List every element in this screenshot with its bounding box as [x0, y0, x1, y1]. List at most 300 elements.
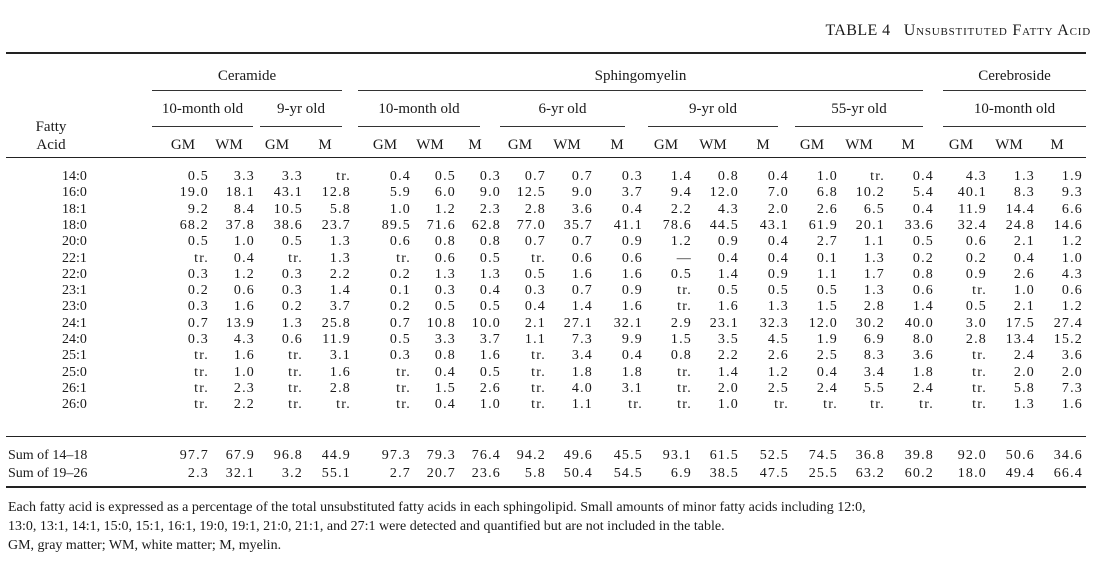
table-cell: 7.3 — [1061, 380, 1083, 396]
table-cell: 1.0 — [233, 364, 255, 380]
table-row — [0, 168, 1111, 185]
table-cell: 1.2 — [670, 234, 692, 250]
table-cell: 0.8 — [434, 348, 456, 364]
table-row — [0, 331, 1111, 348]
table-cell: 0.8 — [912, 266, 934, 282]
table-cell: 0.6 — [965, 234, 987, 250]
table-cell: 1.1 — [524, 332, 546, 347]
table-cell: tr. — [194, 348, 209, 364]
table-cell: 0.6 — [233, 283, 255, 299]
table-cell: 13.9 — [225, 315, 255, 331]
table-cell: 6.5 — [863, 201, 885, 217]
table-cell: 2.6 — [1013, 266, 1035, 282]
table-cell: 0.1 — [816, 250, 838, 266]
table-cell: 2.0 — [717, 380, 739, 396]
table-cell: 10.2 — [855, 185, 885, 201]
table-cell: tr. — [531, 250, 546, 266]
table-cell: 0.4 — [717, 250, 739, 266]
table-cell: 40.1 — [957, 185, 987, 201]
table-cell: 0.5 — [479, 250, 501, 266]
table-cell: 2.2 — [329, 266, 351, 282]
table-cell: 97.7 — [179, 448, 209, 463]
table-cell: 0.6 — [434, 250, 456, 266]
table-cell: 2.7 — [816, 234, 838, 250]
table-row — [0, 298, 1111, 315]
table-cell: 2.0 — [1013, 364, 1035, 380]
table-cell: 3.1 — [621, 380, 643, 396]
table-cell: 3.4 — [863, 364, 885, 380]
table-cell: 1.3 — [767, 299, 789, 315]
fatty-acid-label: 22:0 — [62, 266, 87, 282]
table-cell: tr. — [396, 250, 411, 266]
table-cell: tr. — [336, 397, 351, 413]
table-cell: 62.8 — [471, 217, 501, 233]
table-cell: 38.5 — [709, 465, 739, 481]
table-cell: tr. — [288, 250, 303, 266]
table-cell: 1.9 — [816, 332, 838, 347]
group-header-cerebroside: Cerebroside — [978, 68, 1051, 84]
footnote-line-3: GM, gray matter; WM, white matter; M, myelin. — [8, 538, 282, 553]
table-cell: 0.8 — [717, 169, 739, 184]
table-cell: 1.2 — [434, 201, 456, 217]
table-cell: 24.8 — [1005, 217, 1035, 233]
fatty-acid-label: 24:1 — [62, 315, 87, 331]
table-cell: 1.3 — [329, 234, 351, 250]
table-cell: tr. — [288, 348, 303, 364]
table-cell: 1.8 — [571, 364, 593, 380]
table-cell: 0.9 — [621, 234, 643, 250]
table-cell: 2.1 — [524, 315, 546, 331]
table-cell: 76.4 — [471, 448, 501, 463]
fatty-acid-label: 20:0 — [62, 234, 87, 250]
group-underline — [152, 90, 342, 91]
column-header: WM — [416, 137, 444, 153]
table-cell: tr. — [288, 397, 303, 413]
table-cell: 0.6 — [1061, 283, 1083, 299]
table-cell: 0.4 — [1013, 250, 1035, 266]
table-cell: 68.2 — [179, 217, 209, 233]
table-cell: 0.5 — [816, 283, 838, 299]
table-cell: 50.4 — [563, 465, 593, 481]
table-cell: 7.0 — [767, 185, 789, 201]
table-cell: tr. — [677, 380, 692, 396]
table-cell: tr. — [288, 380, 303, 396]
table-cell: 1.6 — [329, 364, 351, 380]
bottom-rule — [6, 486, 1086, 488]
table-cell: 0.3 — [281, 283, 303, 299]
table-cell: 0.3 — [434, 283, 456, 299]
table-cell: 2.1 — [1013, 234, 1035, 250]
table-cell: 0.3 — [389, 348, 411, 364]
table-cell: 10.0 — [471, 315, 501, 331]
table-cell: 44.9 — [321, 448, 351, 463]
table-cell: 0.6 — [389, 234, 411, 250]
table-cell: 1.0 — [1061, 250, 1083, 266]
table-cell: 0.5 — [524, 266, 546, 282]
table-cell: 2.6 — [767, 348, 789, 364]
column-header: M — [468, 137, 482, 153]
table-cell: 4.3 — [233, 332, 255, 347]
table-cell: 20.1 — [855, 217, 885, 233]
table-cell: 8.4 — [233, 201, 255, 217]
table-cell: 1.1 — [816, 266, 838, 282]
table-row — [0, 217, 1111, 234]
table-cell: 1.8 — [621, 364, 643, 380]
table-cell: tr. — [194, 380, 209, 396]
table-cell: 8.0 — [912, 332, 934, 347]
table-cell: 3.6 — [571, 201, 593, 217]
column-header: WM — [845, 137, 873, 153]
table-cell: 0.3 — [479, 169, 501, 184]
table-cell: 6.9 — [670, 465, 692, 481]
table-cell: 2.3 — [233, 380, 255, 396]
table-cell: 0.7 — [524, 169, 546, 184]
group-header-sphingomyelin: Sphingomyelin — [594, 68, 687, 84]
table-cell: 0.6 — [912, 283, 934, 299]
table-cell: 52.5 — [759, 448, 789, 463]
table-cell: 9.4 — [670, 185, 692, 201]
fatty-acid-label: 26:0 — [62, 397, 87, 413]
table-cell: 61.5 — [709, 448, 739, 463]
table-cell: 5.8 — [1013, 380, 1035, 396]
table-cell: 6.6 — [1061, 201, 1083, 217]
table-cell: 0.5 — [389, 332, 411, 347]
table-cell: 36.8 — [855, 448, 885, 463]
column-header: WM — [699, 137, 727, 153]
table-cell: 54.5 — [613, 465, 643, 481]
fatty-acid-label: 26:1 — [62, 380, 87, 396]
table-cell: 0.8 — [479, 234, 501, 250]
group-underline — [943, 90, 1086, 91]
sum-label: Sum of 19–26 — [8, 465, 88, 481]
table-cell: 1.8 — [912, 364, 934, 380]
sum-row — [0, 447, 1111, 464]
table-cell: 12.8 — [321, 185, 351, 201]
table-cell: tr. — [677, 397, 692, 413]
table-cell: 1.3 — [479, 266, 501, 282]
table-cell: 45.5 — [613, 448, 643, 463]
table-cell: 3.4 — [571, 348, 593, 364]
header-bottom-rule — [6, 157, 1086, 158]
top-rule — [6, 52, 1086, 54]
table-cell: 0.5 — [434, 169, 456, 184]
subgroup-underline — [358, 126, 480, 127]
table-cell: 0.5 — [912, 234, 934, 250]
table-cell: 35.7 — [563, 217, 593, 233]
table-cell: 0.8 — [670, 348, 692, 364]
table-cell: 1.3 — [863, 250, 885, 266]
table-cell: 2.5 — [767, 380, 789, 396]
table-cell: 2.0 — [1061, 364, 1083, 380]
column-header: GM — [170, 137, 196, 153]
table-cell: 74.5 — [808, 448, 838, 463]
table-cell: 0.5 — [187, 234, 209, 250]
table-row — [0, 380, 1111, 397]
table-cell: 0.5 — [670, 266, 692, 282]
table-cell: 2.8 — [863, 299, 885, 315]
table-cell: 1.0 — [479, 397, 501, 413]
table-cell: 20.7 — [426, 465, 456, 481]
column-header: GM — [264, 137, 290, 153]
table-cell: 3.1 — [329, 348, 351, 364]
table-cell: 1.9 — [1061, 169, 1083, 184]
table-cell: 49.6 — [563, 448, 593, 463]
table-cell: 0.4 — [524, 299, 546, 315]
table-cell: 14.6 — [1053, 217, 1083, 233]
table-cell: 32.1 — [225, 465, 255, 481]
table-cell: tr. — [531, 348, 546, 364]
table-cell: 0.4 — [621, 348, 643, 364]
table-cell: 0.6 — [571, 250, 593, 266]
table-cell: 49.4 — [1005, 465, 1035, 481]
table-cell: 4.3 — [965, 169, 987, 184]
column-header: M — [756, 137, 770, 153]
table-cell: tr. — [972, 348, 987, 364]
table-cell: 0.4 — [767, 250, 789, 266]
table-cell: tr. — [972, 397, 987, 413]
table-row — [0, 364, 1111, 381]
table-cell: tr. — [972, 283, 987, 299]
table-cell: 3.6 — [1061, 348, 1083, 364]
table-cell: 1.6 — [1061, 397, 1083, 413]
table-cell: 93.1 — [662, 448, 692, 463]
table-cell: 60.2 — [904, 465, 934, 481]
table-caption: Unsubstituted Fatty Acid — [903, 22, 1091, 39]
table-cell: 1.2 — [767, 364, 789, 380]
table-cell: 1.0 — [389, 201, 411, 217]
table-cell: 18.1 — [225, 185, 255, 201]
table-cell: 1.4 — [670, 169, 692, 184]
table-cell: 43.1 — [273, 185, 303, 201]
table-cell: 1.3 — [863, 283, 885, 299]
table-cell: 4.0 — [571, 380, 593, 396]
table-cell: 32.1 — [613, 315, 643, 331]
table-row — [0, 347, 1111, 364]
table-cell: 1.1 — [863, 234, 885, 250]
table-cell: 1.0 — [1013, 283, 1035, 299]
table-cell: 96.8 — [273, 448, 303, 463]
table-cell: 1.6 — [233, 348, 255, 364]
table-cell: 0.4 — [621, 201, 643, 217]
column-header: GM — [372, 137, 398, 153]
table-cell: 1.2 — [1061, 299, 1083, 315]
fatty-acid-label: 14:0 — [62, 169, 87, 184]
table-cell: 1.4 — [717, 266, 739, 282]
footnote-line-1: Each fatty acid is expressed as a percentage of the total unsubstituted fatty acids in each sphingolipid. Small amounts of minor fatty acids including 12:0, — [8, 500, 866, 515]
table-cell: 33.6 — [904, 217, 934, 233]
table-cell: 2.8 — [965, 332, 987, 347]
table-cell: 0.6 — [281, 332, 303, 347]
column-header: GM — [653, 137, 679, 153]
table-cell: 0.4 — [816, 364, 838, 380]
subgroup-underline — [795, 126, 923, 127]
table-row — [0, 396, 1111, 413]
table-cell: 7.3 — [571, 332, 593, 347]
table-cell: 0.5 — [767, 283, 789, 299]
table-cell: 0.2 — [389, 266, 411, 282]
table-cell: 10.5 — [273, 201, 303, 217]
table-cell: 27.1 — [563, 315, 593, 331]
table-cell: 6.9 — [863, 332, 885, 347]
table-cell: 0.4 — [912, 201, 934, 217]
subgroup-header: 10-month old — [161, 101, 244, 117]
table-cell: tr. — [972, 364, 987, 380]
table-cell: 1.6 — [479, 348, 501, 364]
sum-row — [0, 465, 1111, 482]
subgroup-underline — [500, 126, 625, 127]
table-row — [0, 233, 1111, 250]
table-cell: 1.3 — [329, 250, 351, 266]
table-cell: tr. — [677, 364, 692, 380]
table-cell: 77.0 — [516, 217, 546, 233]
table-cell: 94.2 — [516, 448, 546, 463]
table-cell: 0.3 — [187, 332, 209, 347]
table-cell: 11.9 — [322, 332, 351, 347]
table-cell: 0.4 — [912, 169, 934, 184]
table-cell: 1.2 — [233, 266, 255, 282]
table-cell: 2.1 — [1013, 299, 1035, 315]
table-cell: 9.3 — [1061, 185, 1083, 201]
table-cell: 0.2 — [187, 283, 209, 299]
column-header: GM — [507, 137, 533, 153]
table-row — [0, 184, 1111, 201]
table-cell: 2.4 — [816, 380, 838, 396]
table-cell: 44.5 — [709, 217, 739, 233]
table-cell: 2.6 — [479, 380, 501, 396]
table-cell: 1.0 — [233, 234, 255, 250]
table-cell: 2.4 — [912, 380, 934, 396]
table-cell: 1.6 — [571, 266, 593, 282]
table-cell: 1.5 — [434, 380, 456, 396]
table-cell: 2.2 — [717, 348, 739, 364]
table-cell: 71.6 — [426, 217, 456, 233]
table-cell: tr. — [531, 380, 546, 396]
table-cell: tr. — [628, 397, 643, 413]
table-cell: 6.8 — [816, 185, 838, 201]
column-header: WM — [215, 137, 243, 153]
table-cell: 47.5 — [759, 465, 789, 481]
table-cell: 41.1 — [613, 217, 643, 233]
table-cell: 9.9 — [621, 332, 643, 347]
subgroup-header: 9-yr old — [689, 101, 737, 117]
table-cell: 2.2 — [670, 201, 692, 217]
table-cell: 0.3 — [187, 299, 209, 315]
table-cell: 13.4 — [1005, 332, 1035, 347]
subgroup-underline — [648, 126, 778, 127]
table-cell: 0.6 — [621, 250, 643, 266]
table-cell: tr. — [774, 397, 789, 413]
column-header: WM — [553, 137, 581, 153]
fatty-acid-label: 18:1 — [62, 201, 87, 217]
table-cell: tr. — [396, 380, 411, 396]
table-cell: 1.6 — [621, 266, 643, 282]
table-cell: 92.0 — [957, 448, 987, 463]
table-row — [0, 250, 1111, 267]
table-cell: 0.8 — [434, 234, 456, 250]
table-cell: 5.5 — [863, 380, 885, 396]
subgroup-underline — [152, 126, 253, 127]
table-cell: 89.5 — [381, 217, 411, 233]
table-cell: 2.9 — [670, 315, 692, 331]
table-cell: 3.5 — [717, 332, 739, 347]
table-cell: 23.1 — [709, 315, 739, 331]
sums-rule — [6, 436, 1086, 437]
table-row — [0, 282, 1111, 299]
table-cell: 5.4 — [912, 185, 934, 201]
table-cell: 79.3 — [426, 448, 456, 463]
table-cell: 23.7 — [321, 217, 351, 233]
sum-label: Sum of 14–18 — [8, 448, 88, 463]
table-cell: 30.2 — [855, 315, 885, 331]
table-cell: 66.4 — [1053, 465, 1083, 481]
table-cell: 25.8 — [321, 315, 351, 331]
column-header: GM — [799, 137, 825, 153]
table-row — [0, 315, 1111, 332]
table-row — [0, 201, 1111, 218]
table-cell: 2.5 — [816, 348, 838, 364]
table-cell: 1.2 — [1061, 234, 1083, 250]
table-cell: 0.4 — [233, 250, 255, 266]
table-cell: 1.5 — [670, 332, 692, 347]
table-cell: 5.8 — [524, 465, 546, 481]
table-cell: 12.0 — [709, 185, 739, 201]
table-cell: tr. — [531, 364, 546, 380]
subgroup-header: 6-yr old — [538, 101, 587, 117]
table-cell: 8.3 — [863, 348, 885, 364]
table-cell: 0.5 — [434, 299, 456, 315]
table-cell: 37.8 — [225, 217, 255, 233]
table-cell: 1.0 — [717, 397, 739, 413]
table-cell: 1.4 — [912, 299, 934, 315]
table-cell: 3.7 — [329, 299, 351, 315]
table-cell: 2.7 — [389, 465, 411, 481]
subgroup-underline — [943, 126, 1086, 127]
table-cell: 0.7 — [571, 234, 593, 250]
table-cell: 2.8 — [524, 201, 546, 217]
table-cell: 55.1 — [321, 465, 351, 481]
table-cell: 32.3 — [759, 315, 789, 331]
table-cell: 0.4 — [479, 283, 501, 299]
table-cell: 4.3 — [1061, 266, 1083, 282]
table-cell: 1.6 — [621, 299, 643, 315]
table-cell: 0.5 — [479, 364, 501, 380]
table-cell: 40.0 — [904, 315, 934, 331]
table-cell: 0.9 — [717, 234, 739, 250]
table-cell: 0.7 — [571, 283, 593, 299]
footnote-line-2: 13:0, 13:1, 14:1, 15:0, 15:1, 16:1, 19:0, 19:1, 21:0, 21:1, and 27:1 were detected and quantified but are not included in the table. — [8, 519, 725, 534]
column-header: M — [318, 137, 332, 153]
column-header: M — [901, 137, 915, 153]
column-header: M — [610, 137, 624, 153]
group-header-ceramide: Ceramide — [217, 68, 277, 84]
table-cell: 2.8 — [329, 380, 351, 396]
table-cell: 1.3 — [1013, 397, 1035, 413]
table-cell: 1.4 — [571, 299, 593, 315]
table-cell: 0.3 — [281, 266, 303, 282]
column-header: M — [1050, 137, 1064, 153]
subgroup-header: 10-month old — [378, 101, 460, 117]
table-cell: 12.0 — [808, 315, 838, 331]
table-cell: 10.8 — [426, 315, 456, 331]
table-cell: 2.2 — [233, 397, 255, 413]
table-cell: 78.6 — [662, 217, 692, 233]
table-cell: tr. — [919, 397, 934, 413]
table-cell: 0.7 — [524, 234, 546, 250]
table-cell: 25.5 — [808, 465, 838, 481]
table-cell: 0.1 — [389, 283, 411, 299]
table-cell: 27.4 — [1053, 315, 1083, 331]
table-cell: tr. — [823, 397, 838, 413]
